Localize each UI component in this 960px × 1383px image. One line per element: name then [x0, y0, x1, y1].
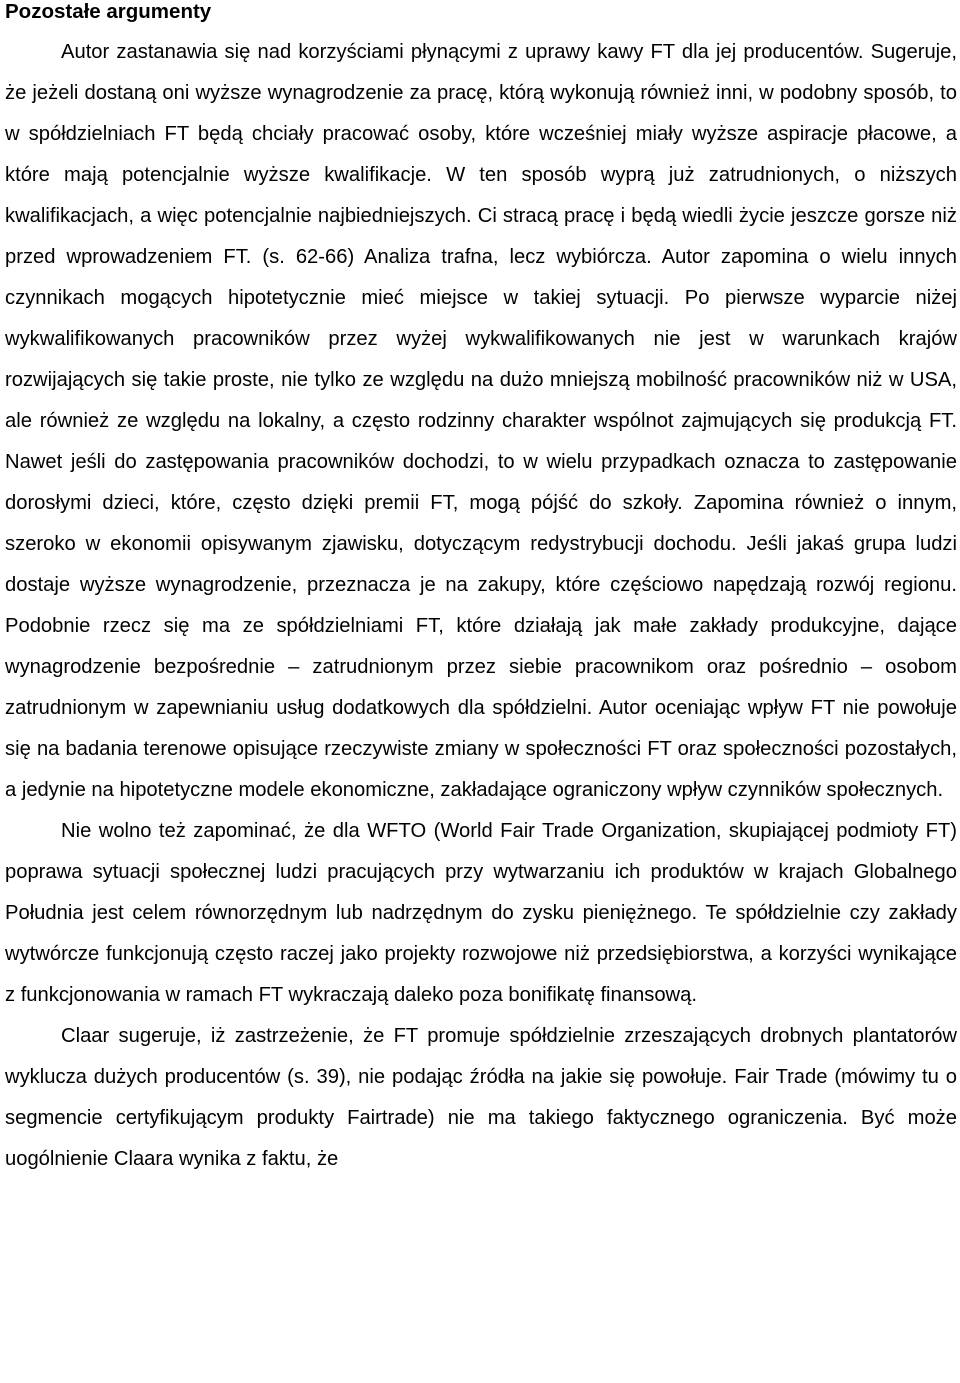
document-page — [5, 0, 957, 1180]
paragraph-1: Autor zastanawia się nad korzyściami płynącymi z uprawy kawy FT dla jej producentów. Sugeruje, że jeżeli dostaną oni wyższe wynagrodzenie za pracę, którą wykonują również inni, w podobny sposób, to w spółdzielniach FT będą chciały pracować osoby, które wcześniej miały wyższe aspiracje płacowe, a które mają potencjalnie wyższe kwalifikacje. W ten sposób wyprą już zatrudnionych, o niższych kwalifikacjach, a więc potencjalnie najbiedniejszych. Ci stracą pracę i będą wiedli życie jeszcze gorsze niż przed wprowadzeniem FT. (s. 62-66) Analiza trafna, lecz wybiórcza. Autor zapomina o wielu innych czynnikach mogących hipotetycznie mieć miejsce w takiej sytuacji. Po pierwsze wyparcie niżej wykwalifikowanych pracowników przez wyżej wykwalifikowanych nie jest w warunkach krajów rozwijających się takie proste, nie tylko ze względu na dużo mniejszą mobilność pracowników niż w USA, ale również ze względu na lokalny, a często rodzinny charakter wspólnot zajmujących się produkcją FT. Nawet jeśli do zastępowania pracowników dochodzi, to w wielu przypadkach oznacza to zastępowanie dorosłymi dzieci, które, często dzięki premii FT, mogą pójść do szkoły. Zapomina również o innym, szeroko w ekonomii opisywanym zjawisku, dotyczącym redystrybucji dochodu. Jeśli jakaś grupa ludzi dostaje wyższe wynagrodzenie, przeznacza je na zakupy, które częściowo napędzają rozwój regionu. Podobnie rzecz się ma ze spółdzielniami FT, które działają jak małe zakłady produkcyjne, dające wynagrodzenie bezpośrednie – zatrudnionym przez siebie pracownikom oraz pośrednio – osobom zatrudnionym w zapewnianiu usług dodatkowych dla spółdzielni. Autor oceniając wpływ FT nie powołuje się na badania terenowe opisujące rzeczywiste zmiany w społeczności FT oraz społeczności pozostałych, a jedynie na hipotetyczne modele ekonomiczne, zakładające ograniczony wpływ czynników społecznych. — [5, 41, 957, 801]
section-heading: Pozostałe argumenty — [5, 0, 212, 23]
paragraph-2: Nie wolno też zapominać, że dla WFTO (World Fair Trade Organization, skupiającej podmioty FT) poprawa sytuacji społecznej ludzi pracujących przy wytwarzaniu ich produktów w krajach Globalnego Południa jest celem równorzędnym lub nadrzędnym do zysku pieniężnego. Te spółdzielnie czy zakłady wytwórcze funkcjonują często raczej jako projekty rozwojowe niż przedsiębiorstwa, a korzyści wynikające z funkcjonowania w ramach FT wykraczają daleko poza bonifikatę finansową. — [5, 820, 957, 1006]
paragraph-3: Claar sugeruje, iż zastrzeżenie, że FT promuje spółdzielnie zrzeszających drobnych plantatorów wyklucza dużych producentów (s. 39), nie podając źródła na jakie się powołuje. Fair Trade (mówimy tu o segmencie certyfikującym produkty Fairtrade) nie ma takiego faktycznego ograniczenia. Być może uogólnienie Claara wynika z faktu, że — [5, 1025, 957, 1170]
